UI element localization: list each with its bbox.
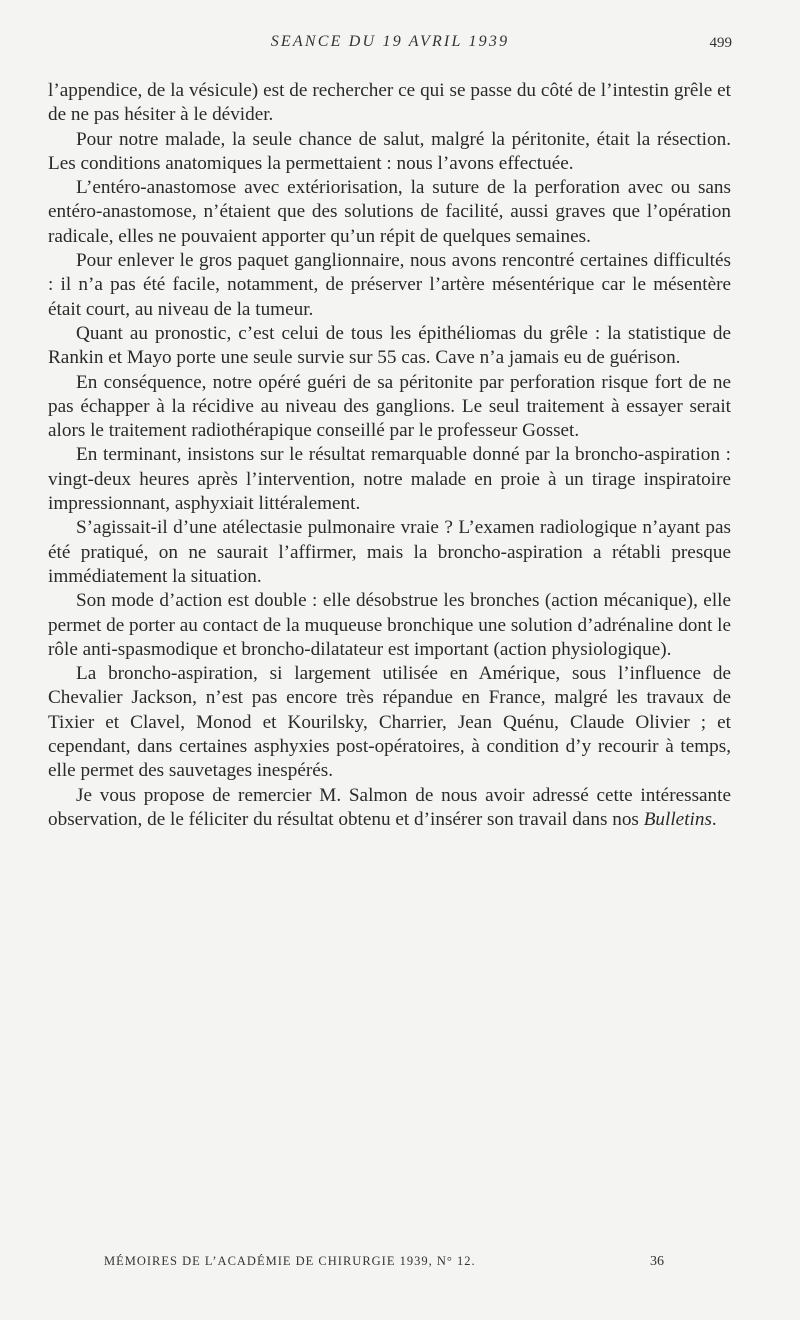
body-text bbox=[48, 79, 731, 832]
paragraph: Pour enlever le gros paquet ganglionnaire, nous avons rencontré certaines difficultés : il n’a pas été facile, notamment, de préserver l’artère mésentérique car le mésentère était court, au niveau de la tumeur. bbox=[48, 250, 731, 320]
paragraph: L’entéro-anastomose avec extériorisation, la suture de la perforation avec ou sans entéro-anastomose, n’étaient que des solutions de facilité, aussi graves que l’opération radicale, elles ne pouvaient apporter qu’un répit de quelques semaines. bbox=[48, 177, 731, 247]
paragraph: Pour notre malade, la seule chance de salut, malgré la péritonite, était la résection. Les conditions anatomiques la permettaient : nous l’avons effectuée. bbox=[48, 128, 731, 174]
paragraph: En terminant, insistons sur le résultat remarquable donné par la broncho-aspiration : vingt-deux heures après l’intervention, notre malade en proie à un tirage inspiratoire impressionnant, asphyxiait littéralement. bbox=[48, 444, 731, 515]
sheet-number: 36 bbox=[650, 1254, 664, 1269]
paragraph: Quant au pronostic, c’est celui de tous les épithéliomas du grêle : la statistique de Rankin et Mayo porte une seule survie sur 55 cas. Cave n’a jamais eu de guérison. bbox=[48, 322, 731, 369]
page-number: 499 bbox=[709, 35, 732, 51]
closing-period: . bbox=[711, 808, 717, 830]
running-title: SEANCE DU 19 AVRIL 1939 bbox=[270, 33, 510, 50]
footer-journal-reference: MÉMOIRES DE L’ACADÉMIE DE CHIRURGIE 1939, N° 12. bbox=[104, 1254, 476, 1268]
paragraph: En conséquence, notre opéré guéri de sa péritonite par perforation risque fort de ne pas échapper à la récidive au niveau des ganglions. Le seul traitement à essayer serait alors le traitement radiothérapique conseillé par le professeur Gosset. bbox=[48, 371, 731, 442]
paragraph-continued: l’appendice, de la vésicule) est de rechercher ce qui se passe du côté de l’intestin grêle et de ne pas hésiter à le dévider. bbox=[48, 80, 731, 126]
paragraph: La broncho-aspiration, si largement utilisée en Amérique, sous l’influence de Chevalier Jackson, n’est pas encore très répandue en France, malgré les travaux de Tixier et Clavel, Monod et Kourilsky, Charrier, Jean Quénu, Claude Olivier ; et cependant, dans certaines asphyxies post-opératoires, à condition d’y recourir à temps, elle permet des sauvetages inespérés. bbox=[48, 663, 731, 782]
closing-paragraph bbox=[48, 784, 731, 833]
paragraph: S’agissait-il d’une atélectasie pulmonaire vraie ? L’examen radiologique n’ayant pas été pratiqué, on ne saurait l’affirmer, mais la broncho-aspiration a rétabli presque immédiatement la situation. bbox=[48, 517, 731, 587]
closing-text: Je vous propose de remercier M. Salmon de nous avoir adressé cette intéressante observation, de le féliciter du résultat obtenu et d’insérer son travail dans nos bbox=[48, 784, 731, 830]
page-header bbox=[48, 33, 732, 59]
page-footer bbox=[104, 1254, 664, 1276]
journal-title: Bulletins bbox=[643, 808, 712, 830]
paragraph: Son mode d’action est double : elle désobstrue les bronches (action mécanique), elle permet de porter au contact de la muqueuse bronchique une solution d’adrénaline dont le rôle anti-spasmodique et broncho-dilatateur est important (action physiologique). bbox=[48, 590, 731, 660]
